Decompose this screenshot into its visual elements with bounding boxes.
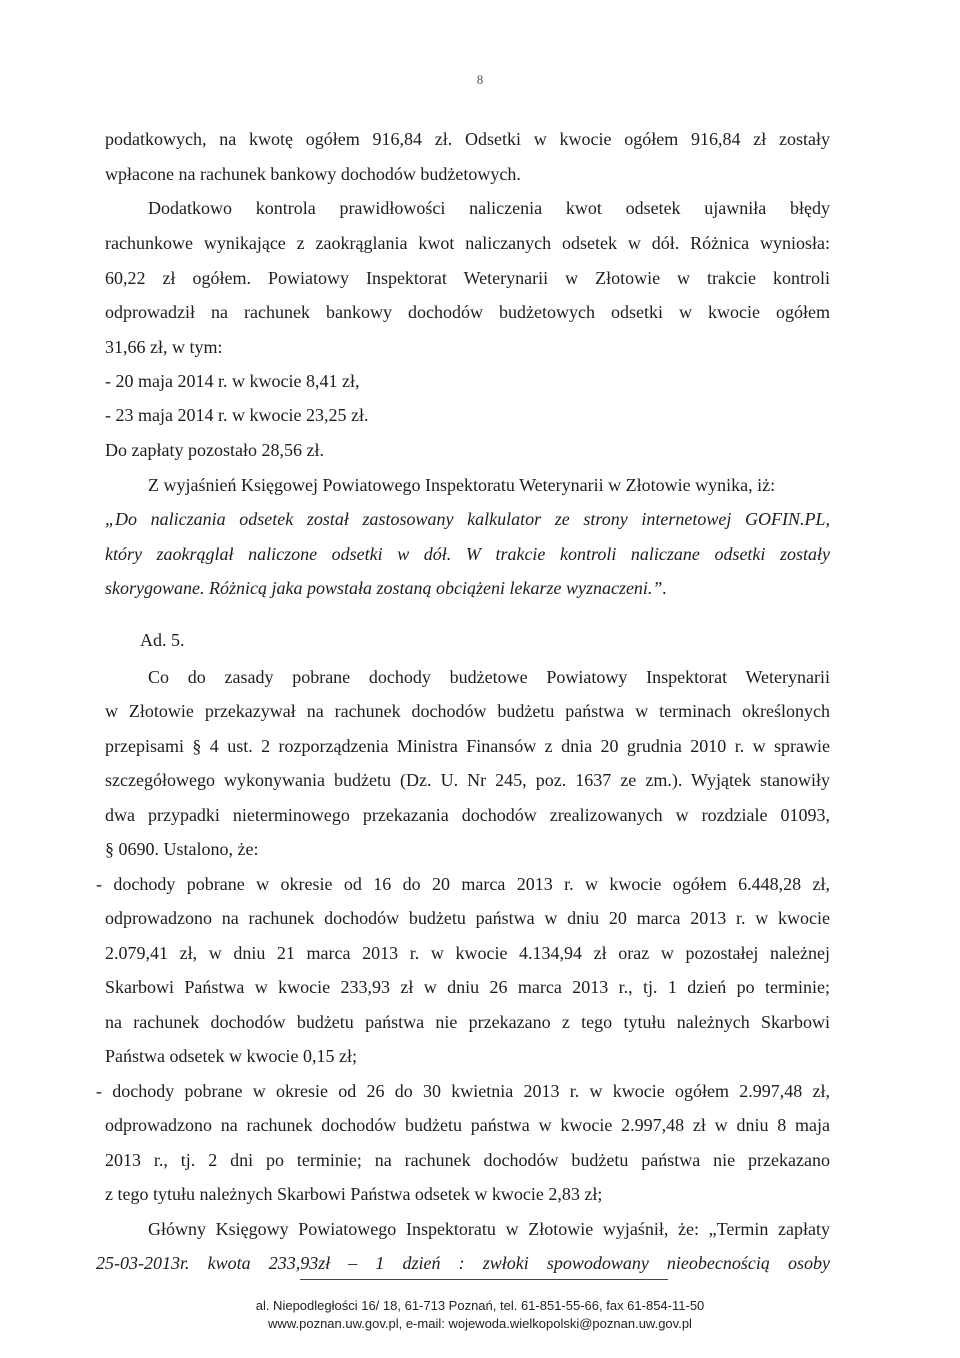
section-line: Co do zasady pobrane dochody budżetowe Powiatowy Inspektorat Weterynarii	[148, 667, 830, 687]
section-line: na rachunek dochodów budżetu państwa nie przekazano z tego tytułu należnych Skarbowi	[105, 1012, 830, 1032]
body-line: Z wyjaśnień Księgowej Powiatowego Inspektoratu Weterynarii w Złotowie wynika, iż:	[148, 475, 776, 495]
footer-contact: www.poznan.uw.gov.pl, e-mail: wojewoda.wielkopolski@poznan.uw.gov.pl	[268, 1316, 692, 1331]
body-line: - 23 maja 2014 r. w kwocie 23,25 zł.	[105, 405, 369, 425]
section-line: przepisami § 4 ust. 2 rozporządzenia Ministra Finansów z dnia 20 grudnia 2010 r. w sprawie	[105, 736, 830, 756]
section-line: 2.079,41 zł, w dniu 21 marca 2013 r. w kwocie 4.134,94 zł oraz w pozostałej należnej	[105, 943, 830, 963]
section-line: dwa przypadki nieterminowego przekazania dochodów zrealizowanych w rozdziale 01093,	[105, 805, 830, 825]
quote-line: „Do naliczania odsetek został zastosowany kalkulator ze strony internetowej GOFIN.PL,	[105, 509, 830, 529]
body-line: wpłacone na rachunek bankowy dochodów budżetowych.	[105, 164, 521, 184]
page-number: 8	[476, 72, 484, 87]
quote-line: który zaokrąglał naliczone odsetki w dół. W trakcie kontroli naliczane odsetki zostały	[105, 544, 830, 564]
section-line: szczegółowego wykonywania budżetu (Dz. U. Nr 245, poz. 1637 ze zm.). Wyjątek stanowiły	[105, 770, 830, 790]
body-line: 31,66 zł, w tym:	[105, 337, 223, 357]
section-line: odprowadzono na rachunek dochodów budżetu państwa w dniu 20 marca 2013 r. w kwocie	[105, 908, 830, 928]
section-line: 2013 r., tj. 2 dni po terminie; na rachunek dochodów budżetu państwa nie przekazano	[105, 1150, 830, 1170]
body-line: - 20 maja 2014 r. w kwocie 8,41 zł,	[105, 371, 360, 391]
body-line: 60,22 zł ogółem. Powiatowy Inspektorat Weterynarii w Złotowie w trakcie kontroli	[105, 268, 830, 288]
section-line: w Złotowie przekazywał na rachunek dochodów budżetu państwa w terminach określonych	[105, 701, 830, 721]
body-line: podatkowych, na kwotę ogółem 916,84 zł. Odsetki w kwocie ogółem 916,84 zł zostały	[105, 129, 830, 149]
footer-divider	[300, 1279, 668, 1280]
body-line: Do zapłaty pozostało 28,56 zł.	[105, 440, 324, 460]
section-line: 25-03-2013r. kwota 233,93zł – 1 dzień : zwłoki spowodowany nieobecnością osoby	[96, 1253, 830, 1273]
body-line: Dodatkowo kontrola prawidłowości naliczenia kwot odsetek ujawniła błędy	[148, 198, 830, 218]
section-line: Główny Księgowy Powiatowego Inspektoratu w Złotowie wyjaśnił, że: „Termin zapłaty	[148, 1219, 830, 1239]
section-line: § 0690. Ustalono, że:	[105, 839, 259, 859]
footer-address: al. Niepodległości 16/ 18, 61-713 Poznań, tel. 61-851-55-66, fax 61-854-11-50	[255, 1298, 705, 1313]
body-line: odprowadził na rachunek bankowy dochodów budżetowych odsetki w kwocie ogółem	[105, 302, 830, 322]
section-label: Ad. 5.	[140, 630, 185, 650]
body-line: rachunkowe wynikające z zaokrąglania kwot naliczanych odsetek w dół. Różnica wyniosła:	[105, 233, 830, 253]
section-line: Państwa odsetek w kwocie 0,15 zł;	[105, 1046, 357, 1066]
quote-line: skorygowane. Różnicą jaka powstała zostaną obciążeni lekarze wyznaczeni.”.	[105, 578, 667, 598]
section-line: - dochody pobrane w okresie od 16 do 20 marca 2013 r. w kwocie ogółem 6.448,28 zł,	[96, 874, 830, 894]
section-line: odprowadzono na rachunek dochodów budżetu państwa w kwocie 2.997,48 zł w dniu 8 maja	[105, 1115, 830, 1135]
section-line: z tego tytułu należnych Skarbowi Państwa odsetek w kwocie 2,83 zł;	[105, 1184, 603, 1204]
section-line: Skarbowi Państwa w kwocie 233,93 zł w dniu 26 marca 2013 r., tj. 1 dzień po terminie;	[105, 977, 830, 997]
section-line: - dochody pobrane w okresie od 26 do 30 kwietnia 2013 r. w kwocie ogółem 2.997,48 zł,	[96, 1081, 830, 1101]
